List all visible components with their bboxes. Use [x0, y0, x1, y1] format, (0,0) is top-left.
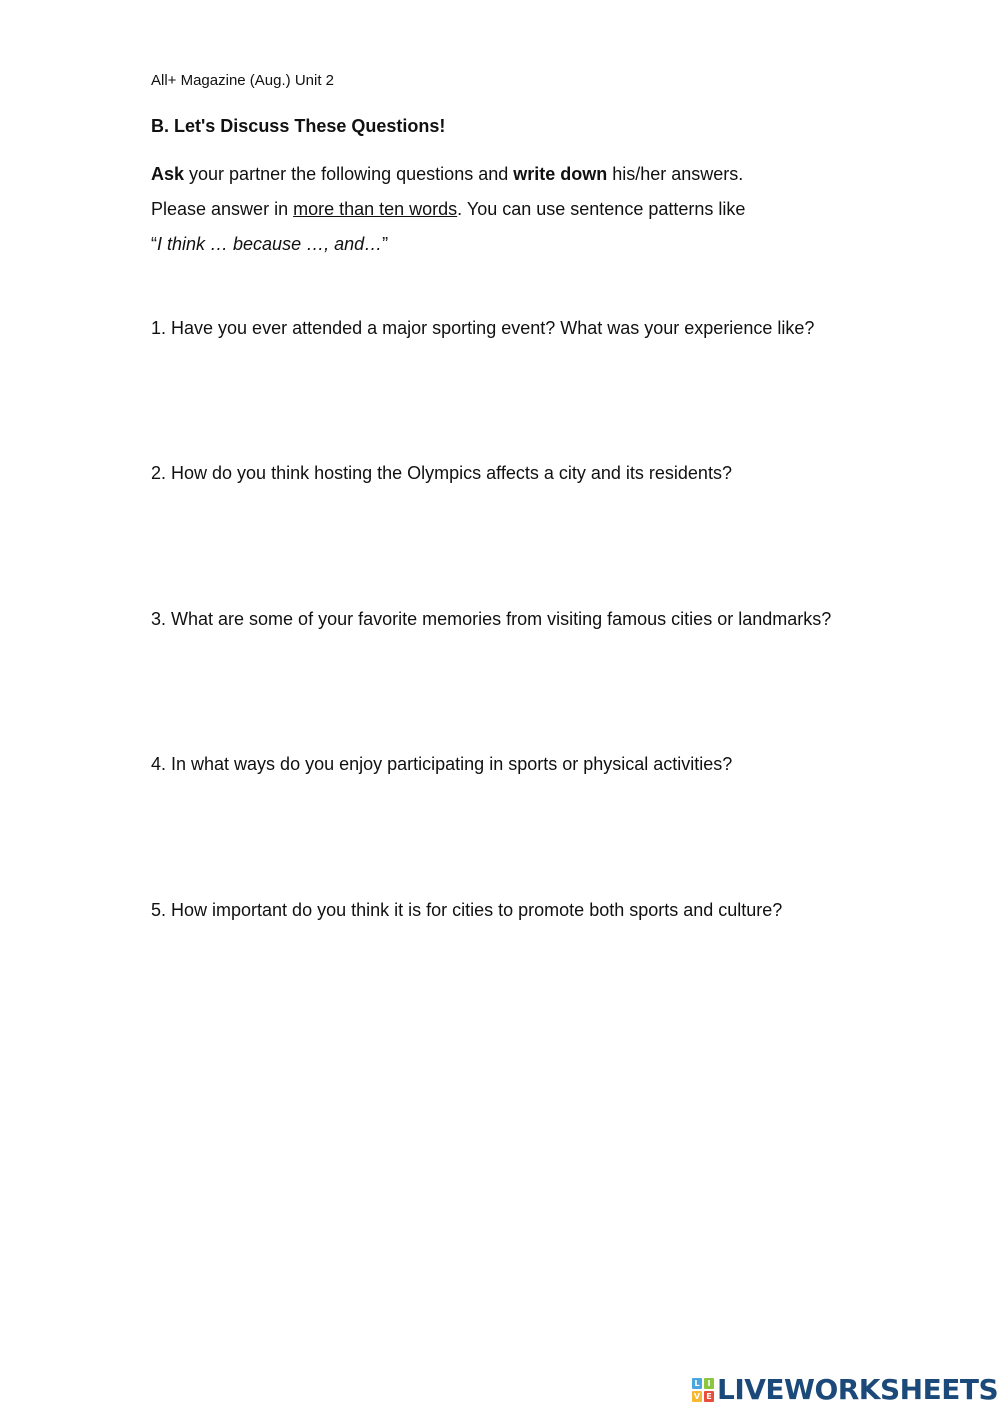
- worksheet-header: All+ Magazine (Aug.) Unit 2: [151, 72, 335, 89]
- instruction-line-2: [151, 199, 745, 220]
- instruction-end: his/her answers.: [607, 164, 744, 184]
- close-quote: ”: [382, 234, 389, 254]
- instruction-line-1: [151, 164, 743, 185]
- question-3: 3. What are some of your favorite memories from visiting famous cities or landmarks?: [151, 609, 832, 629]
- question-2: 2. How do you think hosting the Olympics affects a city and its residents?: [151, 463, 732, 483]
- instruction-ask: Ask: [151, 164, 185, 184]
- logo-text: LIVEWORKSHEETS: [717, 1373, 999, 1406]
- instruction-end-2: . You can use sentence patterns like: [457, 199, 746, 219]
- sentence-pattern: I think … because …, and…: [157, 234, 383, 254]
- question-1: 1. Have you ever attended a major sporting event? What was your experience like?: [151, 318, 815, 338]
- question-4: 4. In what ways do you enjoy participating in sports or physical activities?: [151, 754, 733, 774]
- question-5: 5. How important do you think it is for cities to promote both sports and culture?: [151, 900, 783, 920]
- logo-mark-icon: L I V E: [692, 1378, 714, 1402]
- section-title: B. Let's Discuss These Questions!: [151, 116, 446, 136]
- instruction-write-down: write down: [513, 164, 608, 184]
- open-quote: “: [151, 234, 157, 254]
- instruction-underlined: more than ten words: [293, 199, 458, 219]
- instruction-middle: your partner the following questions and: [184, 164, 514, 184]
- instruction-pattern: [151, 234, 388, 255]
- instruction-start: Please answer in: [151, 199, 294, 219]
- liveworksheets-logo[interactable]: [692, 1374, 998, 1406]
